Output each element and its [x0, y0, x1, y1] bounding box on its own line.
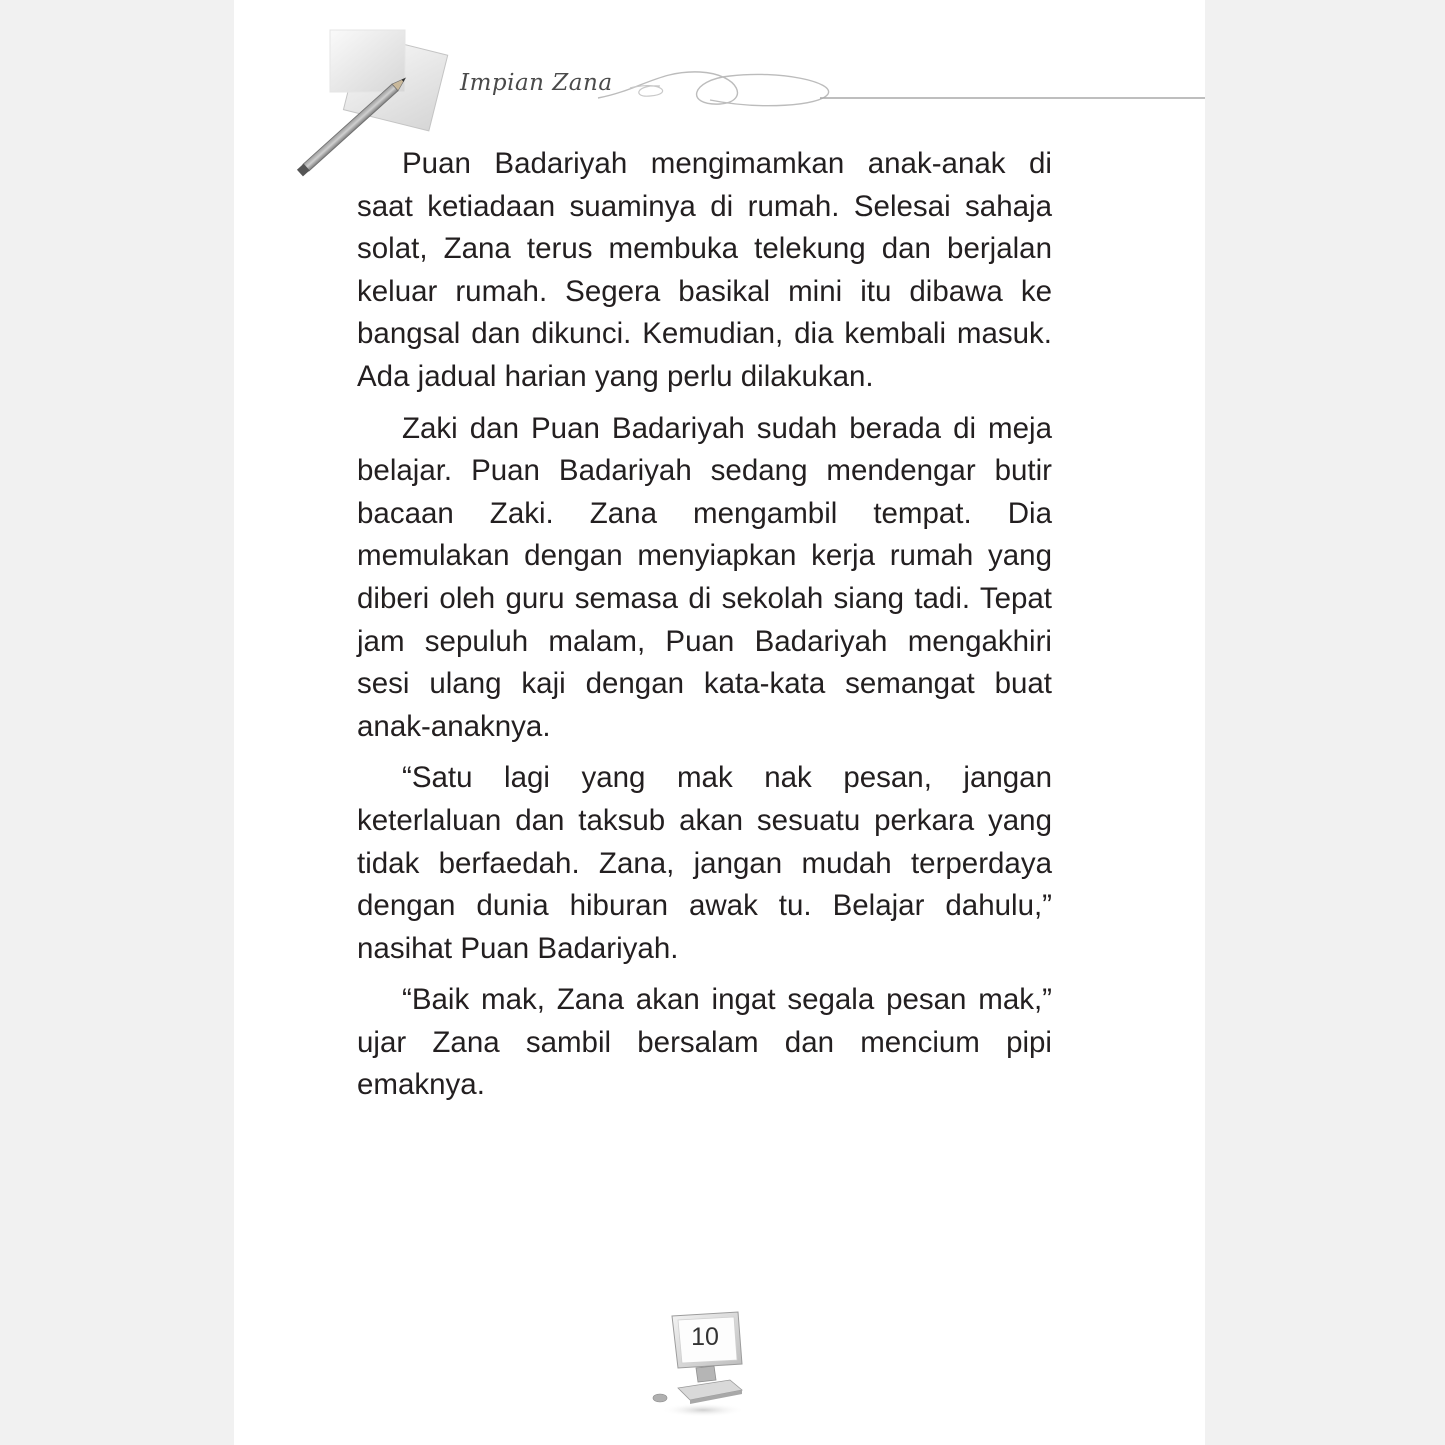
paragraph: “Baik mak, Zana akan ingat segala pesan mak,” ujar Zana sambil bersalam dan mencium pipi emaknya. — [357, 983, 1052, 1102]
paragraph: “Satu lagi yang mak nak pesan, jangan keterlaluan dan taksub akan sesuatu perkara yang tidak berfaedah. Zana, jangan mudah terperdaya dengan dunia hiburan awak tu. Belajar dahulu,” nasihat Puan Badariyah. — [357, 761, 1052, 965]
body-text — [357, 143, 1052, 1116]
page-number: 10 — [691, 1323, 719, 1351]
running-title: Impian Zana — [460, 70, 613, 96]
paragraph: Puan Badariyah mengimamkan anak-anak di saat ketiadaan suaminya di rumah. Selesai sahaja solat, Zana terus membuka telekung dan berjalan keluar rumah. Segera basikal mini itu dibawa ke bangsal dan dikunci. Kemudian, dia kembali masuk. Ada jadual harian yang perlu dilakukan. — [357, 147, 1052, 393]
paragraph: Zaki dan Puan Badariyah sudah berada di meja belajar. Puan Badariyah sedang mendengar butir bacaan Zaki. Zana mengambil tempat. Dia memulakan dengan menyiapkan kerja rumah yang diberi oleh guru semasa di sekolah siang tadi. Tepat jam sepuluh malam, Puan Badariyah mengakhiri sesi ulang kaji dengan kata-kata semangat buat anak-anaknya. — [357, 411, 1052, 743]
